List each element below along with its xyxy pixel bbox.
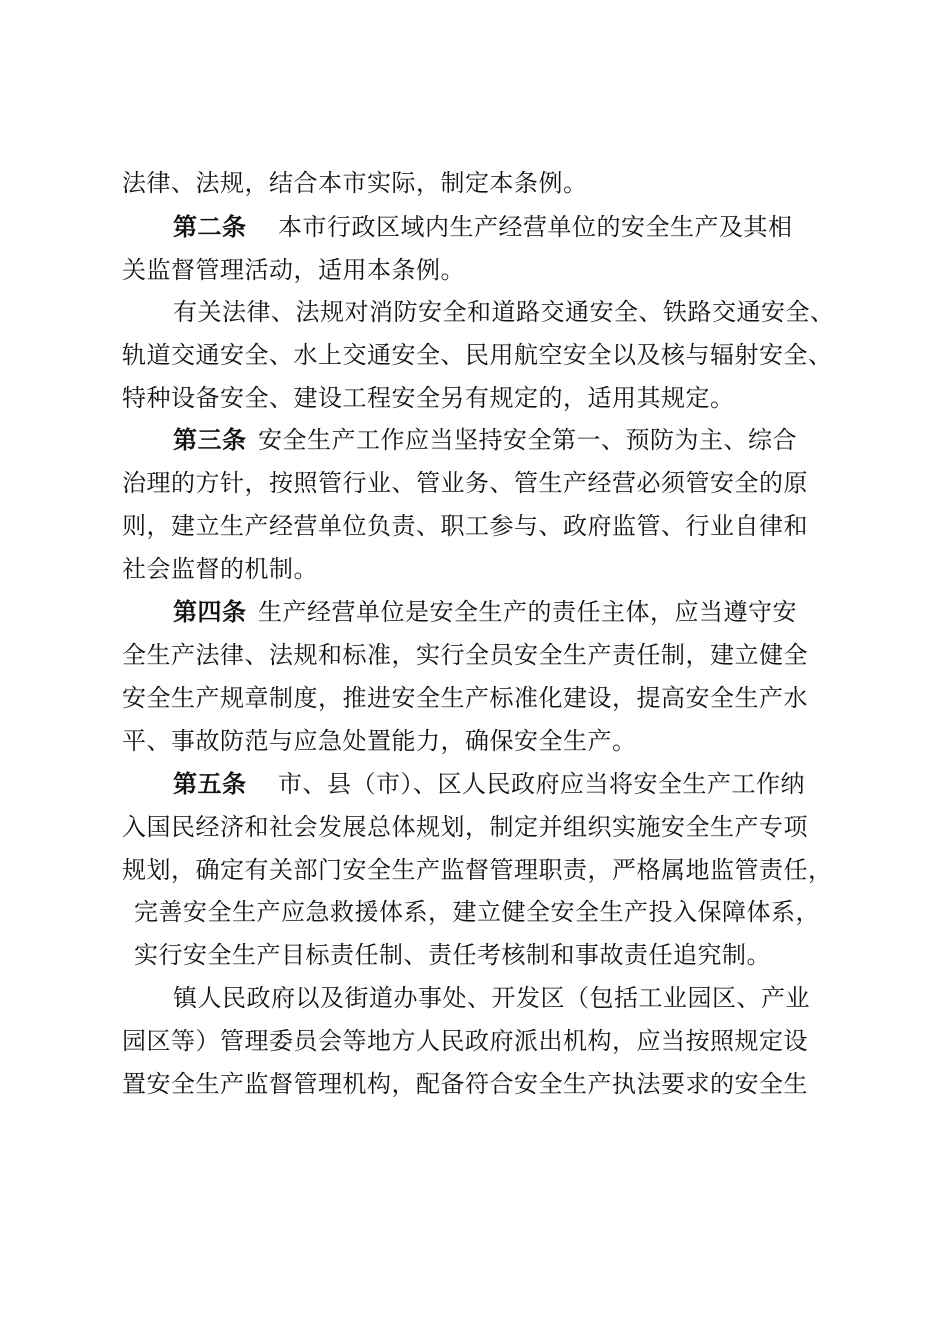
text-line: 特种设备安全、建设工程安全另有规定的，适用其规定。 — [122, 384, 735, 412]
text-line: 治理的方针，按照管行业、管业务、管生产经营必须管安全的原 — [122, 469, 808, 497]
text-line: 则，建立生产经营单位负责、职工参与、政府监管、行业自律和 — [122, 512, 808, 540]
text-line: 入国民经济和社会发展总体规划，制定并组织实施安全生产专项 — [122, 813, 808, 841]
text-line: 完善安全生产应急救援体系，建立健全安全生产投入保障体系， — [134, 898, 820, 926]
article-heading: 第二条 — [173, 212, 247, 241]
text-line: 关监督管理活动，适用本条例。 — [122, 256, 465, 284]
text-line: 安全生产规章制度，推进安全生产标准化建设，提高安全生产水 — [122, 684, 808, 712]
text-line: 实行安全生产目标责任制、责任考核制和事故责任追究制。 — [134, 941, 771, 969]
text-line: 本市行政区域内生产经营单位的安全生产及其相 — [278, 213, 793, 241]
text-line: 有关法律、法规对消防安全和道路交通安全、铁路交通安全、 — [173, 298, 835, 326]
text-line: 置安全生产监督管理机构，配备符合安全生产执法要求的安全生 — [122, 1070, 808, 1098]
text-line: 社会监督的机制。 — [122, 555, 318, 583]
text-line: 生产经营单位是安全生产的责任主体，应当遵守安 — [258, 598, 797, 626]
text-line: 轨道交通安全、水上交通安全、民用航空安全以及核与辐射安全、 — [122, 341, 833, 369]
text-line: 园区等）管理委员会等地方人民政府派出机构，应当按照规定设 — [122, 1027, 808, 1055]
text-line: 镇人民政府以及街道办事处、开发区（包括工业园区、产业 — [173, 984, 810, 1012]
text-line: 全生产法律、法规和标准，实行全员安全生产责任制，建立健全 — [122, 641, 808, 669]
text-line: 平、事故防范与应急处置能力，确保安全生产。 — [122, 727, 637, 755]
text-line: 规划，确定有关部门安全生产监督管理职责，严格属地监管责任， — [122, 856, 833, 884]
text-line: 法律、法规，结合本市实际，制定本条例。 — [122, 169, 588, 197]
text-line: 安全生产工作应当坚持安全第一、预防为主、综合 — [258, 426, 797, 454]
article-heading: 第三条 — [173, 425, 247, 454]
article-heading: 第五条 — [173, 769, 247, 798]
article-heading: 第四条 — [173, 597, 247, 626]
text-line: 市、县（市）、区人民政府应当将安全生产工作纳 — [278, 770, 805, 798]
